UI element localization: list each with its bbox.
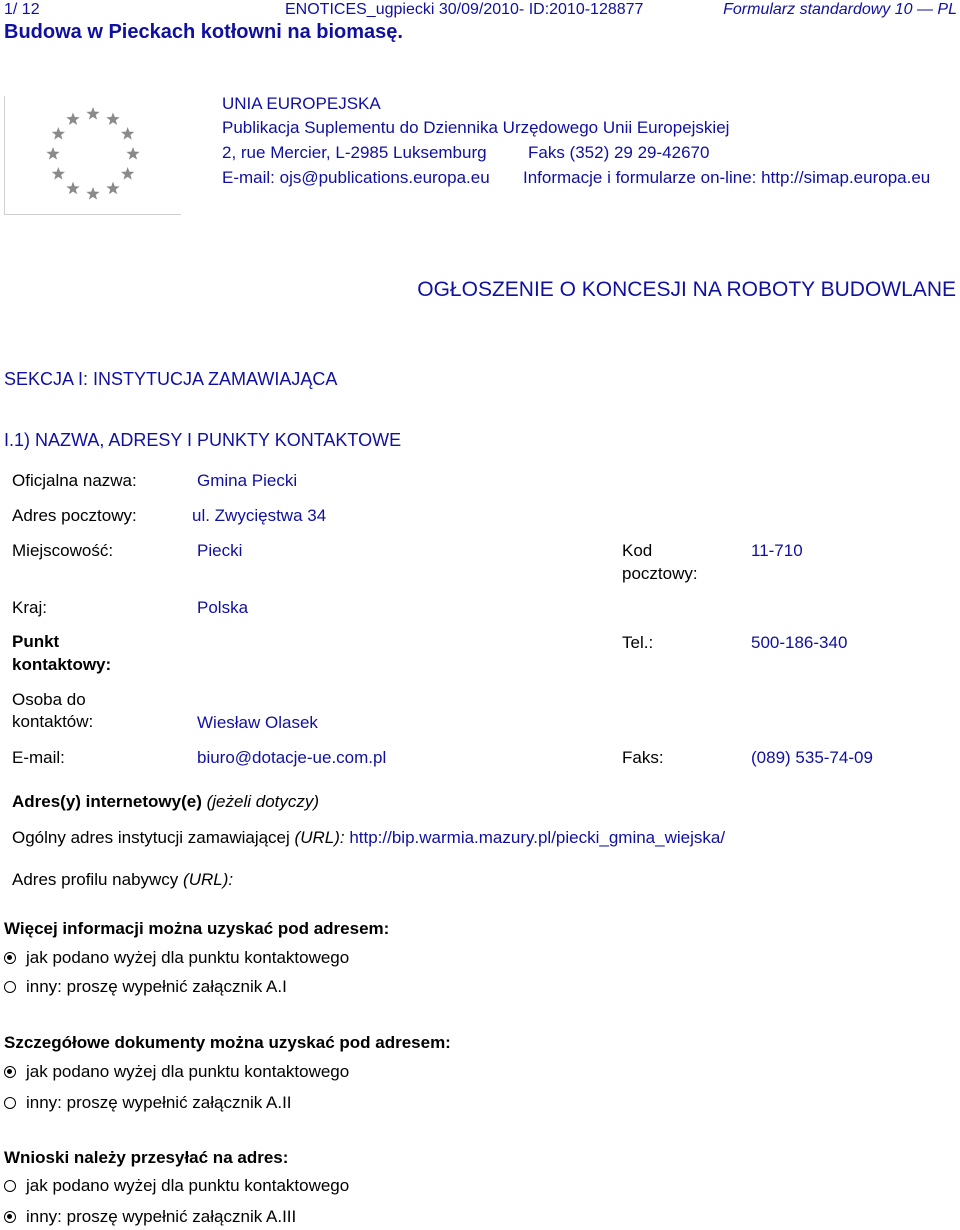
applications-radio-1[interactable]: [4, 1180, 16, 1192]
emblem-star-icon: [126, 147, 139, 160]
section-title: SEKCJA I: INSTYTUCJA ZAMAWIAJĄCA: [4, 369, 338, 389]
header-union: UNIA EUROPEJSKA: [222, 94, 381, 113]
header-info: Informacje i formularze on-line: http://simap.europa.eu: [523, 168, 931, 187]
internet-heading: [12, 791, 319, 813]
header-email: E-mail: ojs@publications.europa.eu: [222, 168, 490, 187]
documents-radio-2[interactable]: [4, 1097, 16, 1109]
emblem-star-icon: [52, 127, 65, 140]
address-value: ul. Zwycięstwa 34: [192, 506, 327, 525]
emblem-star-icon: [86, 187, 99, 200]
email-value[interactable]: biuro@dotacje-ue.com.pl: [197, 748, 387, 767]
official-name-value: Gmina Piecki: [197, 471, 298, 490]
buyer-profile-label: Adres profilu nabywcy: [12, 870, 179, 889]
general-url-link[interactable]: http://bip.warmia.mazury.pl/piecki_gmina_wiejska/: [349, 828, 726, 847]
emblem-star-icon: [121, 167, 134, 180]
documents-option-1[interactable]: jak podano wyżej dla punktu kontaktowego: [26, 1062, 350, 1081]
tel-label: Tel.:: [622, 633, 654, 652]
contact-point-label-1: Punkt: [12, 632, 60, 651]
tel-value: 500-186-340: [751, 633, 848, 652]
emblem-star-icon: [66, 182, 79, 195]
notice-id: ENOTICES_ugpiecki 30/09/2010- ID:2010-128877: [285, 1, 644, 18]
eu-stars-emblem-icon: [4, 96, 181, 215]
page-number: 1/ 12: [4, 1, 40, 18]
more-info-option-1[interactable]: jak podano wyżej dla punktu kontaktowego: [26, 948, 350, 967]
country-label: Kraj:: [12, 598, 47, 617]
general-address-label: Ogólny adres instytucji zamawiającej: [12, 828, 290, 847]
emblem-star-icon: [52, 167, 65, 180]
documents-option-2[interactable]: inny: proszę wypełnić załącznik A.II: [26, 1093, 292, 1112]
contact-person-label-2: kontaktów:: [12, 712, 94, 731]
more-info-radio-1[interactable]: [4, 952, 16, 964]
emblem-star-icon: [66, 112, 79, 125]
more-info-radio-2[interactable]: [4, 981, 16, 993]
emblem-star-icon: [46, 147, 59, 160]
city-value: Piecki: [197, 541, 243, 560]
header-publication: Publikacja Suplementu do Dziennika Urzędowego Unii Europejskiej: [222, 118, 730, 137]
internet-heading-text: Adres(y) internetowy(e): [12, 792, 202, 811]
postcode-label-2: pocztowy:: [622, 564, 698, 583]
address-label: Adres pocztowy:: [12, 506, 137, 525]
buyer-url-note: (URL):: [183, 870, 234, 889]
general-address-row: [12, 827, 725, 849]
fax-value: (089) 535-74-09: [751, 748, 873, 767]
emblem-star-icon: [106, 112, 119, 125]
documents-radio-1[interactable]: [4, 1066, 16, 1078]
applications-option-1[interactable]: jak podano wyżej dla punktu kontaktowego: [26, 1176, 350, 1195]
applications-radio-2[interactable]: [4, 1211, 16, 1223]
more-info-option-2[interactable]: inny: proszę wypełnić załącznik A.I: [26, 977, 287, 996]
header-fax: Faks (352) 29 29-42670: [528, 143, 710, 162]
applications-option-2[interactable]: inny: proszę wypełnić załącznik A.III: [26, 1207, 297, 1226]
contact-point-label-2: kontaktowy:: [12, 655, 112, 674]
country-value: Polska: [197, 598, 249, 617]
more-info-heading: Więcej informacji można uzyskać pod adresem:: [4, 919, 390, 938]
buyer-profile-row: [12, 869, 233, 891]
documents-heading: Szczegółowe dokumenty można uzyskać pod adresem:: [4, 1033, 451, 1052]
general-url-note: (URL):: [294, 828, 345, 847]
contact-person-label-1: Osoba do: [12, 690, 86, 709]
internet-heading-note: (jeżeli dotyczy): [206, 792, 320, 811]
emblem-star-icon: [106, 182, 119, 195]
official-name-label: Oficjalna nazwa:: [12, 471, 137, 490]
email-label: E-mail:: [12, 748, 65, 767]
subsection-title: I.1) NAZWA, ADRESY I PUNKTY KONTAKTOWE: [4, 430, 402, 450]
applications-heading: Wnioski należy przesyłać na adres:: [4, 1148, 289, 1167]
form-label: Formularz standardowy 10 — PL: [723, 1, 957, 18]
emblem-star-icon: [86, 107, 99, 120]
fax-label: Faks:: [622, 748, 664, 767]
city-label: Miejscowość:: [12, 541, 114, 560]
emblem-star-icon: [121, 127, 134, 140]
header-address: 2, rue Mercier, L-2985 Luksemburg: [222, 143, 487, 162]
document-title: Budowa w Pieckach kotłowni na biomasę.: [4, 21, 403, 43]
postcode-value: 11-710: [751, 541, 803, 560]
postcode-label-1: Kod: [622, 541, 653, 560]
contact-person-value: Wiesław Olasek: [197, 713, 318, 732]
notice-title: OGŁOSZENIE O KONCESJI NA ROBOTY BUDOWLANE: [417, 278, 956, 301]
